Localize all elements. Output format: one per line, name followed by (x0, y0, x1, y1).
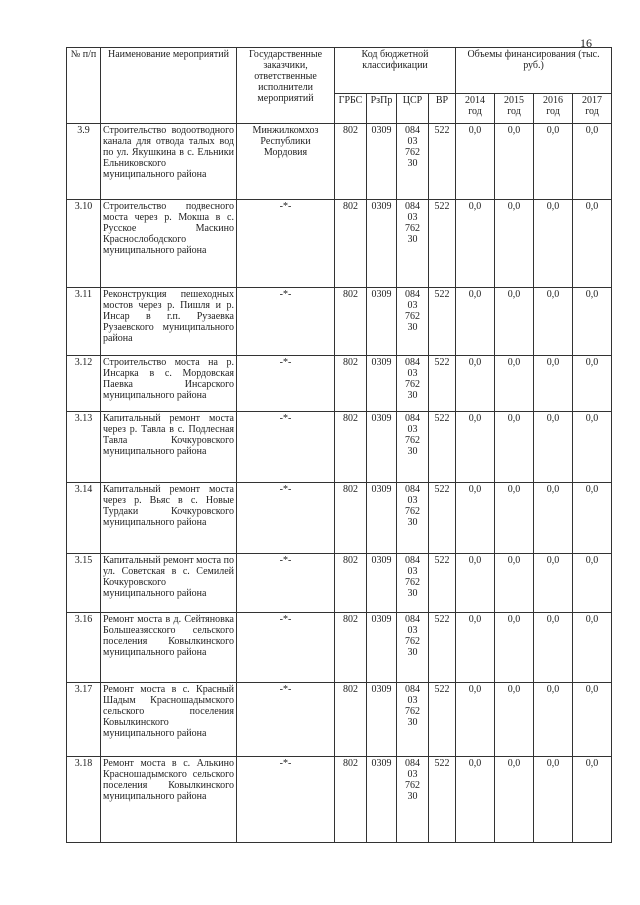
table-row (67, 356, 612, 412)
header-vr: ВР (429, 94, 456, 124)
row-vr: 522 (429, 554, 456, 613)
row-funding-2015: 0,0 (495, 757, 534, 843)
table-row (67, 483, 612, 554)
row-grbs: 802 (335, 483, 367, 554)
row-funding-2015: 0,0 (495, 288, 534, 356)
page-number: 16 (580, 36, 592, 50)
row-number: 3.16 (67, 613, 101, 683)
row-csr (397, 554, 429, 613)
csr-part: 30 (407, 588, 418, 599)
row-funding-2015: 0,0 (495, 683, 534, 757)
row-funding-2016: 0,0 (534, 200, 573, 288)
row-funding-2017: 0,0 (573, 412, 612, 483)
row-funding-2016: 0,0 (534, 356, 573, 412)
row-funding-2014: 0,0 (456, 288, 495, 356)
row-funding-2016: 0,0 (534, 554, 573, 613)
table-row (67, 124, 612, 200)
row-funding-2014: 0,0 (456, 483, 495, 554)
row-customer: -*- (237, 554, 335, 613)
row-funding-2016: 0,0 (534, 124, 573, 200)
row-grbs: 802 (335, 288, 367, 356)
row-funding-2014: 0,0 (456, 356, 495, 412)
row-funding-2015: 0,0 (495, 124, 534, 200)
row-rzpr: 0309 (367, 124, 397, 200)
row-funding-2016: 0,0 (534, 412, 573, 483)
row-funding-2017: 0,0 (573, 200, 612, 288)
row-number: 3.18 (67, 757, 101, 843)
csr-part: 03 (407, 212, 418, 223)
row-funding-2017: 0,0 (573, 356, 612, 412)
csr-part: 03 (407, 769, 418, 780)
header-row-top (67, 48, 612, 94)
row-funding-2014: 0,0 (456, 124, 495, 200)
row-vr: 522 (429, 124, 456, 200)
csr-part: 03 (407, 424, 418, 435)
row-grbs: 802 (335, 613, 367, 683)
csr-part: 03 (407, 495, 418, 506)
row-vr: 522 (429, 412, 456, 483)
row-customer: -*- (237, 683, 335, 757)
row-csr (397, 483, 429, 554)
row-name: Ремонт моста в с. Красный Шадым Красношадымского сельского поселения Ковылкинского муниципального района (101, 683, 237, 757)
row-funding-2017: 0,0 (573, 124, 612, 200)
csr-part: 30 (407, 158, 418, 169)
row-customer: -*- (237, 288, 335, 356)
row-csr (397, 288, 429, 356)
row-number: 3.11 (67, 288, 101, 356)
table-row (67, 288, 612, 356)
csr-part: 084 (405, 201, 420, 212)
row-number: 3.17 (67, 683, 101, 757)
row-rzpr: 0309 (367, 200, 397, 288)
csr-part: 03 (407, 695, 418, 706)
row-funding-2015: 0,0 (495, 200, 534, 288)
csr-part: 762 (405, 636, 420, 647)
row-number: 3.15 (67, 554, 101, 613)
row-rzpr: 0309 (367, 554, 397, 613)
row-name: Ремонт моста в с. Алькино Красношадымского сельского поселения Ковылкинского муниципального района (101, 757, 237, 843)
row-grbs: 802 (335, 683, 367, 757)
csr-part: 084 (405, 413, 420, 424)
row-csr (397, 200, 429, 288)
row-funding-2016: 0,0 (534, 757, 573, 843)
row-customer: -*- (237, 412, 335, 483)
csr-part: 084 (405, 289, 420, 300)
csr-part: 30 (407, 446, 418, 457)
row-grbs: 802 (335, 757, 367, 843)
budget-table (66, 47, 612, 843)
row-rzpr: 0309 (367, 288, 397, 356)
row-funding-2017: 0,0 (573, 288, 612, 356)
row-customer: -*- (237, 757, 335, 843)
row-csr (397, 412, 429, 483)
csr-part: 762 (405, 223, 420, 234)
row-csr (397, 356, 429, 412)
csr-part: 084 (405, 357, 420, 368)
csr-part: 30 (407, 517, 418, 528)
row-funding-2016: 0,0 (534, 613, 573, 683)
row-rzpr: 0309 (367, 613, 397, 683)
row-customer: -*- (237, 200, 335, 288)
row-vr: 522 (429, 356, 456, 412)
csr-part: 03 (407, 566, 418, 577)
csr-part: 084 (405, 614, 420, 625)
csr-part: 03 (407, 625, 418, 636)
csr-part: 084 (405, 758, 420, 769)
row-name: Реконструкция пешеходных мостов через р. Пишля и р. Инсар в г.п. Рузаевка Рузаевского муниципального района (101, 288, 237, 356)
row-rzpr: 0309 (367, 356, 397, 412)
csr-part: 03 (407, 300, 418, 311)
row-name: Строительство моста на р. Инсарка в с. Мордовская Паевка Инсарского муниципального района (101, 356, 237, 412)
table-row (67, 683, 612, 757)
row-rzpr: 0309 (367, 683, 397, 757)
row-funding-2017: 0,0 (573, 613, 612, 683)
row-rzpr: 0309 (367, 412, 397, 483)
row-vr: 522 (429, 200, 456, 288)
row-customer: -*- (237, 613, 335, 683)
row-vr: 522 (429, 757, 456, 843)
row-rzpr: 0309 (367, 757, 397, 843)
row-funding-2015: 0,0 (495, 412, 534, 483)
row-grbs: 802 (335, 554, 367, 613)
row-number: 3.9 (67, 124, 101, 200)
row-name: Капитальный ремонт моста через р. Вьяс в с. Новые Турдаки Кочкуровского муниципального района (101, 483, 237, 554)
row-grbs: 802 (335, 200, 367, 288)
header-rzpr: РзПр (367, 94, 397, 124)
csr-part: 084 (405, 125, 420, 136)
row-funding-2014: 0,0 (456, 200, 495, 288)
csr-part: 084 (405, 484, 420, 495)
header-budget-code: Код бюджетной классификации (335, 48, 456, 94)
csr-part: 30 (407, 322, 418, 333)
row-funding-2014: 0,0 (456, 683, 495, 757)
csr-part: 762 (405, 147, 420, 158)
row-customer: Минжилкомхоз Республики Мордовия (237, 124, 335, 200)
row-funding-2016: 0,0 (534, 683, 573, 757)
row-vr: 522 (429, 288, 456, 356)
csr-part: 30 (407, 647, 418, 658)
table-row (67, 200, 612, 288)
csr-part: 762 (405, 577, 420, 588)
row-funding-2017: 0,0 (573, 554, 612, 613)
row-funding-2017: 0,0 (573, 757, 612, 843)
row-number: 3.12 (67, 356, 101, 412)
header-customers: Государственные заказчики, ответственные исполнители мероприятий (237, 48, 335, 124)
row-name: Строительство водоотводного канала для отвода талых вод по ул. Якушкина в с. Ельники Ельниковского муниципального района (101, 124, 237, 200)
csr-part: 762 (405, 706, 420, 717)
row-customer: -*- (237, 483, 335, 554)
row-number: 3.10 (67, 200, 101, 288)
row-funding-2017: 0,0 (573, 483, 612, 554)
csr-part: 03 (407, 136, 418, 147)
row-funding-2015: 0,0 (495, 356, 534, 412)
row-rzpr: 0309 (367, 483, 397, 554)
table-row (67, 757, 612, 843)
row-funding-2016: 0,0 (534, 483, 573, 554)
csr-part: 762 (405, 379, 420, 390)
row-funding-2015: 0,0 (495, 483, 534, 554)
table-row (67, 412, 612, 483)
row-customer: -*- (237, 356, 335, 412)
row-funding-2015: 0,0 (495, 554, 534, 613)
header-year-2017: 2017 год (573, 94, 612, 124)
header-year-2015: 2015 год (495, 94, 534, 124)
row-funding-2015: 0,0 (495, 613, 534, 683)
row-funding-2014: 0,0 (456, 613, 495, 683)
header-year-2016: 2016 год (534, 94, 573, 124)
row-vr: 522 (429, 483, 456, 554)
csr-part: 762 (405, 780, 420, 791)
row-csr (397, 613, 429, 683)
row-funding-2014: 0,0 (456, 412, 495, 483)
header-year-2014: 2014 год (456, 94, 495, 124)
csr-part: 084 (405, 555, 420, 566)
row-funding-2016: 0,0 (534, 288, 573, 356)
row-number: 3.13 (67, 412, 101, 483)
table-row (67, 613, 612, 683)
row-grbs: 802 (335, 124, 367, 200)
csr-part: 30 (407, 717, 418, 728)
csr-part: 30 (407, 390, 418, 401)
row-grbs: 802 (335, 356, 367, 412)
csr-part: 30 (407, 791, 418, 802)
row-number: 3.14 (67, 483, 101, 554)
row-name: Ремонт моста в д. Сейтяновка Большеазясского сельского поселения Ковылкинского муниципального района (101, 613, 237, 683)
row-vr: 522 (429, 683, 456, 757)
row-name: Капитальный ремонт моста по ул. Советская в с. Семилей Кочкуровского муниципального района (101, 554, 237, 613)
row-funding-2014: 0,0 (456, 757, 495, 843)
row-name: Строительство подвесного моста через р. Мокша в с. Русское Маскино Краснослободского муниципального района (101, 200, 237, 288)
csr-part: 084 (405, 684, 420, 695)
row-funding-2017: 0,0 (573, 683, 612, 757)
row-csr (397, 757, 429, 843)
row-csr (397, 124, 429, 200)
header-csr: ЦСР (397, 94, 429, 124)
row-vr: 522 (429, 613, 456, 683)
csr-part: 762 (405, 435, 420, 446)
csr-part: 762 (405, 311, 420, 322)
header-funding: Объемы финансирования (тыс. руб.) (456, 48, 612, 94)
row-csr (397, 683, 429, 757)
csr-part: 30 (407, 234, 418, 245)
row-funding-2014: 0,0 (456, 554, 495, 613)
header-num: № п/п (67, 48, 101, 124)
header-name: Наименование мероприятий (101, 48, 237, 124)
header-grbs: ГРБС (335, 94, 367, 124)
csr-part: 762 (405, 506, 420, 517)
table-row (67, 554, 612, 613)
csr-part: 03 (407, 368, 418, 379)
row-name: Капитальный ремонт моста через р. Тавла в с. Подлесная Тавла Кочкуровского муниципального района (101, 412, 237, 483)
row-grbs: 802 (335, 412, 367, 483)
